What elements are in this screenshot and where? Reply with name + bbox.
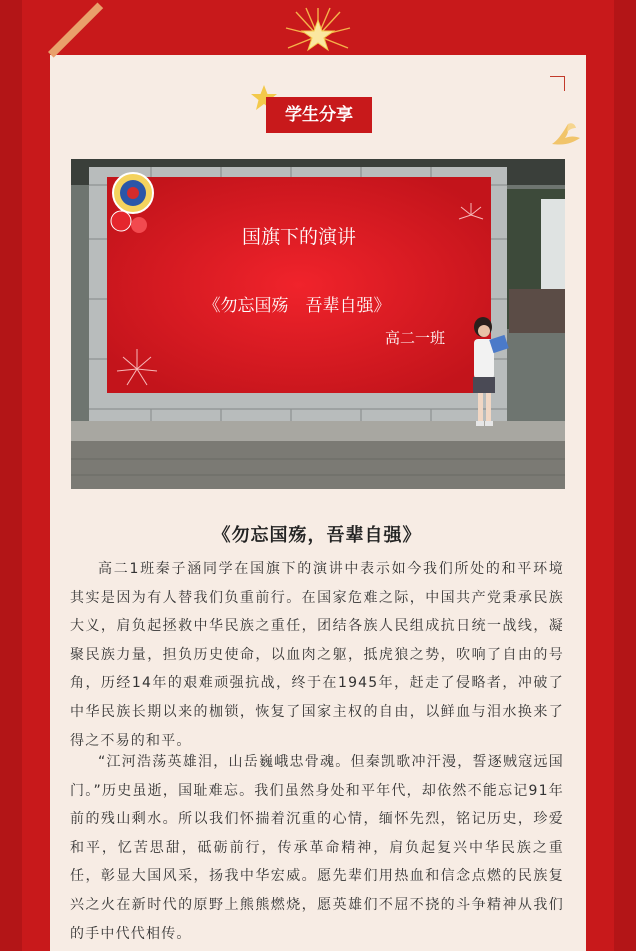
corner-ribbon — [48, 3, 103, 58]
frame-left-border — [0, 0, 22, 951]
article-paragraph-2: “江河浩荡英雄泪，山岳巍峨忠骨魂。但秦凯歌冲汗漫，誓逐贼寇远国门。”历史虽逝，国耻难忘。我们虽然身处和平年代，却依然不能忘记91年前的残山剩水。所以我们怀揣着沉重的心情，缅怀先烈，铭记历史，珍爱和平，忆苦思甜，砥砺前行，传承革命精神，肩负起复兴中华民族之重任，彰显大国风采，扬我中华宏威。愿先辈们用热血和信念点燃的民族复兴之火在新时代的原野上熊熊燃烧，愿英雄们不屈不挠的斗争精神从我们的手中代代相传。 — [70, 754, 564, 942]
corner-bracket-decoration — [550, 76, 565, 91]
screen-class: 高二一班 — [384, 329, 446, 347]
article-paragraph-1: 高二1班秦子涵同学在国旗下的演讲中表示如今我们所处的和平环境其实是因为有人替我们负重前行。在国家危难之际，中国共产党秉承民族大义，肩负起拯救中华民族之重任，团结各族人民组成抗日统一战线，凝聚民族力量，担负历史使命，以血肉之躯，抵虎狼之势，吹响了自由的号角，历经14年的艰难顽强抗战，终于在1945年，赶走了侵略者，冲破了中华民族长期以来的枷锁，恢复了国家主权的自由，以鲜血与泪水换来了得之不易的和平。 — [70, 561, 564, 749]
screen-subtitle: 《勿忘国殇 吾辈自强》 — [203, 296, 391, 316]
speech-photo — [71, 159, 565, 489]
star-burst-icon — [284, 6, 352, 60]
screen-title: 国旗下的演讲 — [241, 226, 357, 248]
article-title: 《勿忘国殇，吾辈自强》 — [212, 525, 422, 546]
frame-right-border — [614, 0, 636, 951]
speech-photo-scene — [71, 159, 565, 489]
dove-icon — [548, 118, 582, 150]
section-badge: 学生分享 — [266, 97, 372, 133]
